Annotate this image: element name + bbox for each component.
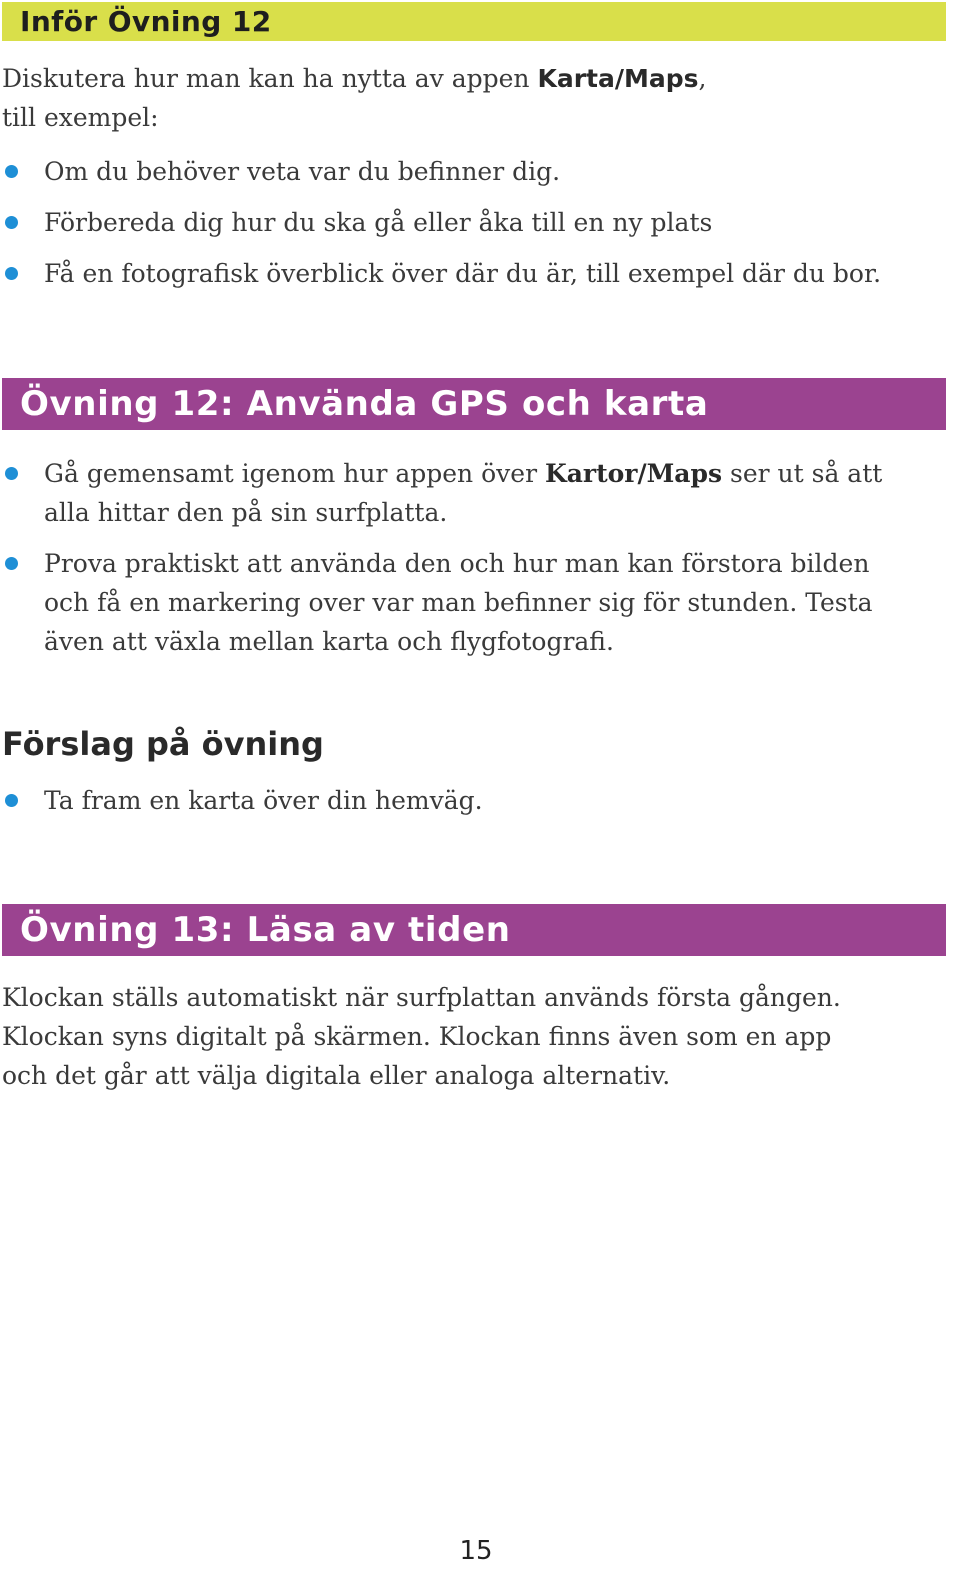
intro-bold-app-name: Karta/Maps [537, 64, 699, 93]
forslag-bullet-list [0, 781, 940, 820]
bullet-icon [5, 557, 18, 570]
infor-intro [2, 59, 932, 137]
ovning-12-heading: Övning 12: Använda GPS och karta [2, 378, 946, 430]
list-item-text: Få en fotografisk överblick över där du är, till exempel där du bor. [44, 259, 882, 288]
forslag-pa-ovning-heading: Förslag på övning [2, 725, 324, 763]
list-item-text: Gå gemensamt igenom hur appen över [44, 459, 545, 488]
intro-comma: , [698, 64, 707, 93]
paragraph-line: Klockan ställs automatiskt när surfplattan används första gången. [2, 983, 841, 1012]
list-item [0, 781, 940, 820]
infor-bullet-list [0, 152, 940, 293]
ovning-13-paragraph [2, 978, 932, 1095]
paragraph-line: och det går att välja digitala eller analoga alternativ. [2, 1061, 671, 1090]
ovning-12-bullet-list [0, 454, 940, 661]
infor-ovning-12-heading: Inför Övning 12 [2, 2, 946, 41]
list-item [0, 152, 940, 191]
bullet-icon [5, 794, 18, 807]
list-item [0, 203, 940, 242]
intro-line2: till exempel: [2, 103, 159, 132]
list-item-text: Förbereda dig hur du ska gå eller åka till en ny plats [44, 208, 713, 237]
bullet-icon [5, 216, 18, 229]
list-item-text: alla hittar den på sin surfplatta. [44, 498, 448, 527]
list-item-text: och få en markering over var man befinner sig för stunden. Testa [44, 588, 873, 617]
list-item-text: Ta fram en karta över din hemväg. [44, 786, 483, 815]
list-item [0, 544, 940, 661]
list-item-text: även att växla mellan karta och flygfotografi. [44, 627, 614, 656]
bullet-icon [5, 467, 18, 480]
list-item [0, 254, 940, 293]
intro-text: Diskutera hur man kan ha nytta av appen [2, 64, 538, 93]
ovning-13-heading: Övning 13: Läsa av tiden [2, 904, 946, 956]
list-item-text: Prova praktiskt att använda den och hur man kan förstora bilden [44, 549, 870, 578]
page-number: 15 [459, 1536, 493, 1566]
paragraph-line: Klockan syns digitalt på skärmen. Klockan finns även som en app [2, 1022, 832, 1051]
list-item-text: Om du behöver veta var du befinner dig. [44, 157, 561, 186]
list-item-text: ser ut så att [722, 459, 883, 488]
list-item [0, 454, 940, 532]
bullet-icon [5, 267, 18, 280]
bold-app-name: Kartor/Maps [544, 459, 723, 488]
bullet-icon [5, 165, 18, 178]
